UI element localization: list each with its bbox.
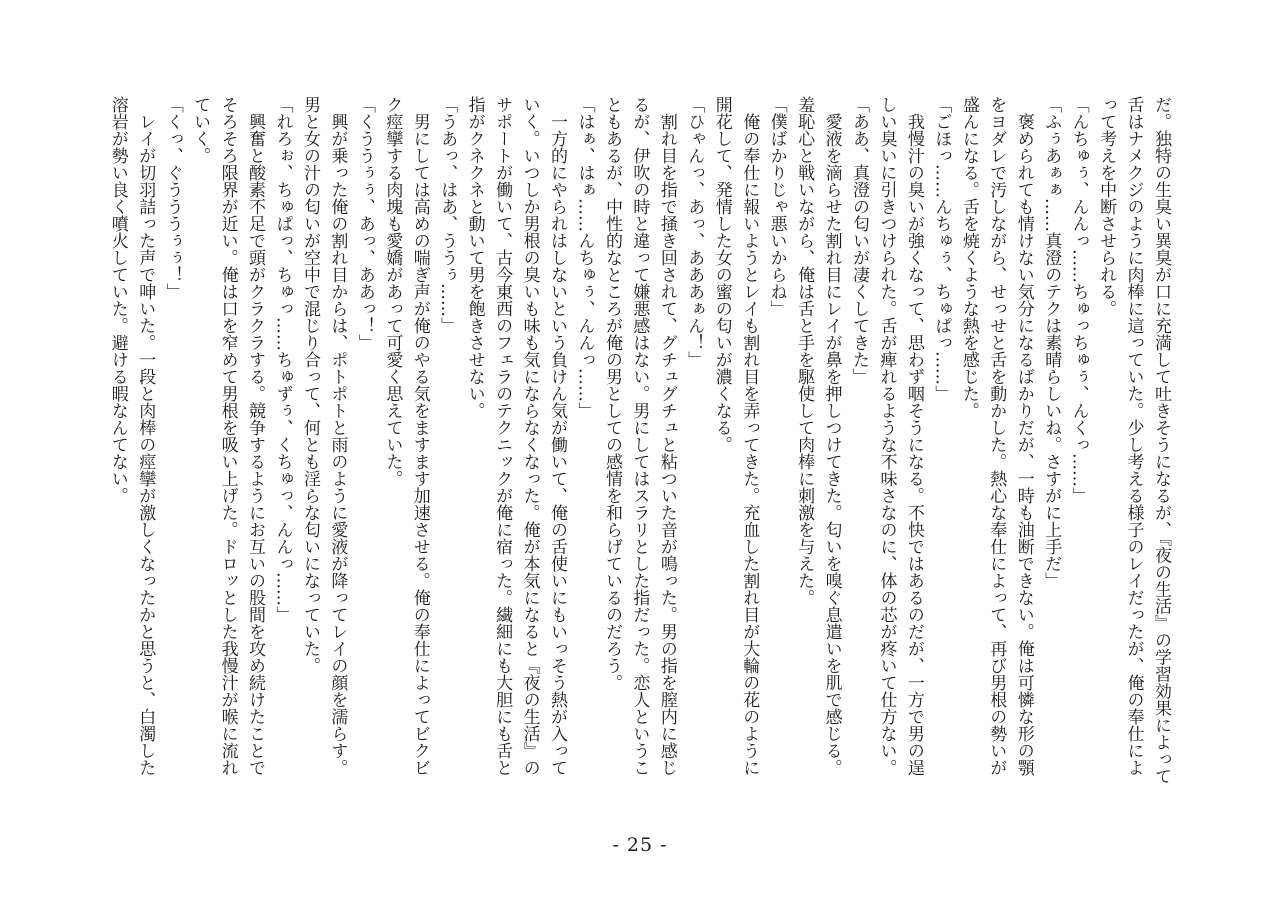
- text-line: 男と女の汁の匂いが空中で混じり合って、何とも淫らな匂いになっていた。: [299, 96, 320, 674]
- text-line: しい臭いに引きつけられた。舌が痺れるような不味さなのに、体の芯が疼いて仕方ない。: [876, 96, 897, 776]
- text-line: 「ひゃんっ、あっ、あああぁん！」: [684, 96, 705, 368]
- text-line: 我慢汁の臭いが強くなって、思わず咽そうになる。不快ではあるのだが、一方で男の逞: [903, 96, 924, 776]
- text-line: 舌はナメクジのように肉棒に這っていた。少し考える様子のレイだったが、俺の奉仕によ: [1123, 96, 1144, 776]
- text-line: 一方的にやられはしないという負けん気が働いて、俺の舌使いにもいっそう熱が入って: [547, 96, 568, 776]
- text-line: 褒められても情けない気分になるばかりだが、一時も油断できない。俺は可憐な形の顎: [1013, 96, 1034, 776]
- text-line: そろそろ限界が近い。俺は口を窄めて男根を吸い上げた。ドロッとした我慢汁が喉に流れ: [217, 96, 238, 776]
- text-line: 俺の奉仕に報いようとレイも割れ目を弄ってきた。充血した割れ目が大輪の花のように: [739, 96, 760, 776]
- text-line: 「んちゅぅ、んんっ……ちゅっちゅぅ、んくっ……」: [1068, 96, 1089, 504]
- text-line: 「うあっ、はあ、ううぅ……」: [437, 96, 458, 334]
- text-line: 「れろぉ、ちゅぱっ、ちゅっ……ちゅずぅ、くちゅっ、んんっ……」: [272, 96, 293, 623]
- text-line: 興奮と酸素不足で頭がクラクラする。競争するようにお互いの股間を攻め続けたことで: [245, 96, 266, 776]
- text-line: ともあるが、中性的なところが俺の男としての感情を和らげているのだろう。: [601, 96, 622, 691]
- text-line: だ。独特の生臭い異臭が口に充満して吐きそうになるが、『夜の生活』の学習効果によって: [1151, 96, 1171, 785]
- text-line: 「くっ、ぐうううぅぅ！」: [162, 96, 183, 300]
- text-line: サポートが働いて、古今東西のフェラのテクニックが俺に宿った。繊細にも大胆にも舌と: [492, 96, 513, 776]
- text-line: 「はぁ、はぁ……んちゅぅ、んんっ……」: [574, 96, 595, 419]
- text-line: って考えを中断させられる。: [1096, 96, 1117, 317]
- text-line: いく。いつしか男根の臭いも味も気にならなくなった。俺が本気になると『夜の生活』の: [519, 96, 540, 776]
- text-line: ていく。: [190, 96, 211, 164]
- text-line: レイが切羽詰った声で呻いた。一段と肉棒の痙攣が激しくなったかと思うと、白濁した: [135, 96, 156, 776]
- body-text: [103, 96, 1174, 808]
- page-number: - 25 -: [612, 834, 668, 856]
- text-line: 指がクネクネと動いて男を飽きさせない。: [464, 96, 485, 419]
- text-line: 「僕ばかりじゃ悪いからね」: [766, 96, 787, 317]
- text-line: ク痙攣する肉塊も愛嬌があって可愛く思えていた。: [382, 96, 403, 487]
- text-line: 「くううぅぅ、あっ、ああっ！」: [354, 96, 375, 351]
- text-line: 男にしては高めの喘ぎ声が俺のやる気をますます加速させる。俺の奉仕によってビクビ: [409, 96, 430, 776]
- text-line: 溶岩が勢い良く噴火していた。避ける暇なんてない。: [107, 96, 128, 504]
- text-line: 盛んになる。舌を焼くような熱を感じた。: [958, 96, 979, 419]
- text-line: 興が乗った俺の割れ目からは、ポトポトと雨のように愛液が降ってレイの顔を濡らす。: [327, 96, 348, 776]
- text-line: 「ああ、真澄の匂いが凄くしてきた」: [849, 96, 870, 385]
- text-line: 「ごほっ……んちゅぅ、ちゅぱっ……」: [931, 96, 952, 402]
- text-line: をヨダレで汚しながら、せっせと舌を動かした。熱心な奉仕によって、再び男根の勢いが: [986, 96, 1007, 776]
- text-line: 愛液を滴らせた割れ目にレイが鼻を押しつけてきた。匂いを嗅ぐ息遣いを肌で感じる。: [821, 96, 842, 776]
- text-line: 開花して、発情した女の蜜の匂いが濃くなる。: [711, 96, 732, 453]
- text-line: 割れ目を指で掻き回されて、グチュグチュと粘ついた音が鳴った。男の指を膣内に感じ: [656, 96, 677, 776]
- text-line: るが、伊吹の時と違って嫌悪感はない。男にしてはスラリとした指だった。恋人というこ: [629, 96, 650, 776]
- text-line: 羞恥心と戦いながら、俺は舌と手を駆使して肉棒に刺激を与えた。: [794, 96, 815, 606]
- text-line: 「ふぅあぁぁ……真澄のテクは素晴らしいね。さすがに上手だ」: [1041, 96, 1062, 589]
